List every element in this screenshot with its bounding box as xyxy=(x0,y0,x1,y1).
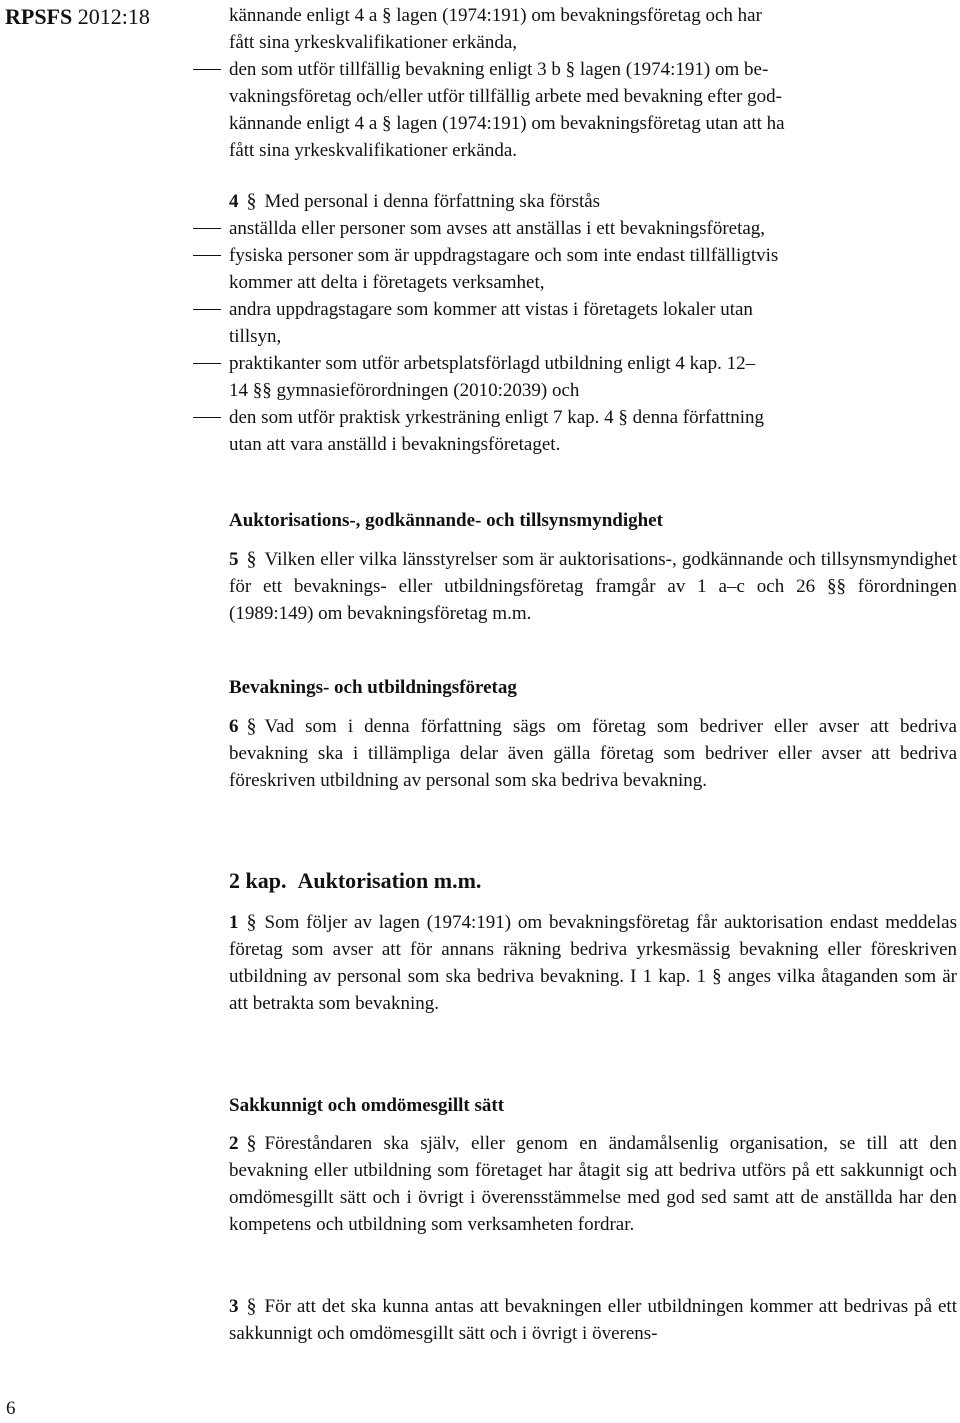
dash-bullet xyxy=(193,417,221,418)
dash-bullet xyxy=(193,69,221,70)
section-number: 1 xyxy=(229,912,239,933)
section-4 xyxy=(229,188,957,458)
regulation-series: RPSFS xyxy=(5,4,73,29)
section-number: 6 xyxy=(229,716,239,737)
chapter2-section-1 xyxy=(229,909,957,1017)
text-line: anställda eller personer som avses att anställas i ett bevakningsföretag, xyxy=(229,218,766,239)
text-line: tillsyn, xyxy=(229,326,282,347)
section-number: 3 xyxy=(229,1296,239,1317)
text-line: fått sina yrkeskvalifikationer erkända, xyxy=(229,32,518,53)
heading-expertise: Sakkunnigt och omdömesgillt sätt xyxy=(229,1095,505,1116)
text-line: kännande enligt 4 a § lagen (1974:191) om bevakningsföretag och har xyxy=(229,5,762,26)
dash-bullet xyxy=(193,228,221,229)
section-number: 5 xyxy=(229,549,239,570)
chapter2-section-3 xyxy=(229,1293,957,1347)
section-5 xyxy=(229,546,957,627)
dash-bullet xyxy=(193,363,221,364)
section-6 xyxy=(229,713,957,794)
section-symbol: § xyxy=(246,911,257,933)
section-symbol: § xyxy=(246,1132,257,1154)
regulation-number: 2012:18 xyxy=(77,4,150,29)
text-line: vakningsföretag och/eller utför tillfällig arbete med bevakning efter god- xyxy=(229,86,782,107)
text-line: fysiska personer som är uppdragstagare och som inte endast tillfälligtvis xyxy=(229,245,779,266)
list-item xyxy=(229,215,957,242)
heading-authority: Auktorisations-, godkännande- och tillsynsmyndighet xyxy=(229,510,663,531)
dash-bullet xyxy=(193,309,221,310)
section-text: Föreståndaren ska själv, eller genom en ändamålsenlig organisation, se till att den bevakning eller utbildning som företaget har åtagit sig att bedriva utförs på ett sakkunnigt och omdömesgillt sätt och i övrigt i överensstämmelse med god sed samt att de anställda har den kompetens och utbildning som verksamheten fordrar. xyxy=(229,1133,957,1235)
section-text: För att det ska kunna antas att bevakningen eller utbildningen kommer att bedrivas på ett sakkunnigt och omdömesgillt sätt och i övrigt i överens- xyxy=(229,1296,957,1344)
text-line: kommer att delta i företagets verksamhet, xyxy=(229,272,545,293)
section-symbol: § xyxy=(246,715,257,737)
section-text: Vilken eller vilka länsstyrelser som är auktorisations-, godkännande och tillsynsmyndighet för ett bevaknings- eller utbildningsföretag framgår av 1 a–c och 26 §§ förordningen (1989:149) om bevakningsföretag m.m. xyxy=(229,549,957,624)
heading-companies: Bevaknings- och utbildningsföretag xyxy=(229,677,517,698)
text-line: fått sina yrkeskvalifikationer erkända. xyxy=(229,140,518,161)
section-text: Med personal i denna författning ska förstås xyxy=(264,191,601,212)
list-item xyxy=(229,350,957,404)
text-line: praktikanter som utför arbetsplatsförlagd utbildning enligt 4 kap. 12– xyxy=(229,353,756,374)
text-line: utan att vara anställd i bevakningsföretaget. xyxy=(229,434,561,455)
list-item xyxy=(229,2,957,56)
list-item xyxy=(229,56,957,164)
running-header xyxy=(5,2,150,32)
list-item xyxy=(229,296,957,350)
list-item xyxy=(229,242,957,296)
text-line: 14 §§ gymnasieförordningen (2010:2039) och xyxy=(229,380,580,401)
chapter-title: Auktorisation m.m. xyxy=(297,868,482,893)
section-text: Som följer av lagen (1974:191) om bevakningsföretag får auktorisation endast meddelas företag som avser att för annans räkning bedriva yrkesmässig bevakning eller föreskriven utbildning av personal som ska bedriva bevakning. I 1 kap. 1 § anges vilka åtaganden som är att betrakta som bevakning. xyxy=(229,912,957,1014)
section-symbol: § xyxy=(246,548,257,570)
section-number: 4 xyxy=(229,191,239,212)
text-line: den som utför tillfällig bevakning enligt 3 b § lagen (1974:191) om be- xyxy=(229,59,769,80)
chapter-label: 2 kap. xyxy=(229,868,287,893)
dash-bullet xyxy=(193,255,221,256)
text-line: den som utför praktisk yrkesträning enligt 7 kap. 4 § denna författning xyxy=(229,407,765,428)
section-number: 2 xyxy=(229,1133,239,1154)
section-symbol: § xyxy=(246,1295,257,1317)
section-symbol: § xyxy=(246,190,257,212)
page-number: 6 xyxy=(6,1398,16,1419)
list-continuation xyxy=(229,2,957,164)
text-line: kännande enligt 4 a § lagen (1974:191) om bevakningsföretag utan att ha xyxy=(229,113,785,134)
list-item xyxy=(229,404,957,458)
text-line: andra uppdragstagare som kommer att vistas i företagets lokaler utan xyxy=(229,299,753,320)
chapter2-section-2 xyxy=(229,1130,957,1238)
section-text: Vad som i denna författning sägs om företag som bedriver eller avser att bedriva bevakning ska i tillämpliga delar även gälla företag som bedriver eller avser att bedriva föreskriven utbildning av personal som ska bedriva bevakning. xyxy=(229,716,957,791)
chapter-heading xyxy=(229,866,957,896)
section-intro xyxy=(229,188,957,215)
